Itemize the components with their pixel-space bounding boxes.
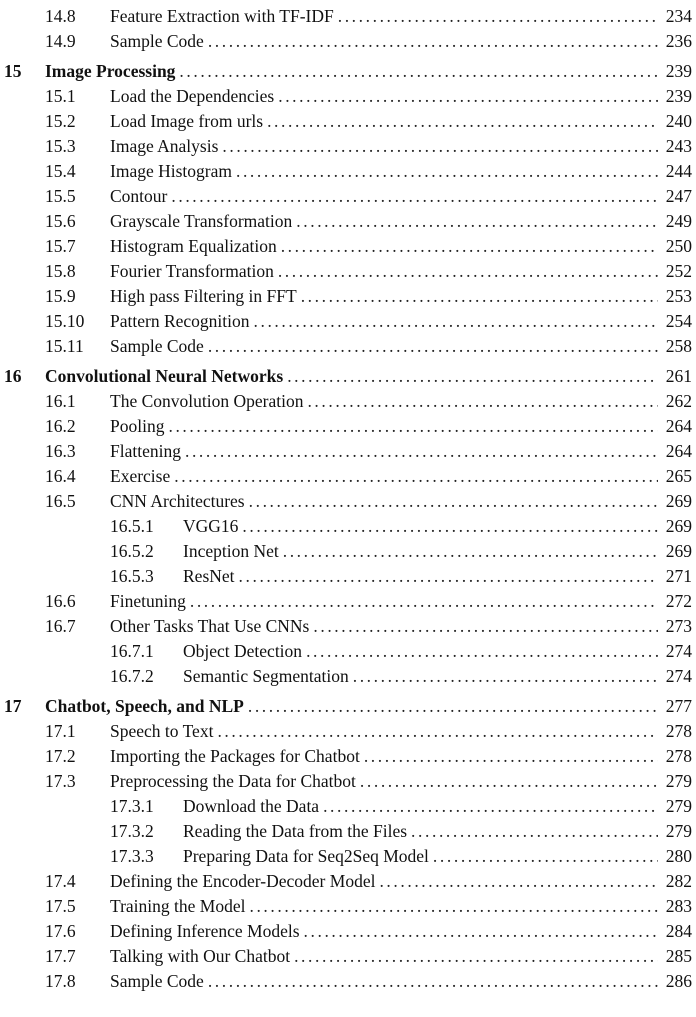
entry-number: 15.2 bbox=[45, 111, 76, 131]
entry-title: Histogram Equalization bbox=[110, 236, 277, 256]
dot-leader bbox=[294, 944, 658, 969]
page-number: 264 bbox=[665, 416, 692, 436]
toc-entry[interactable] bbox=[0, 184, 696, 209]
dot-leader bbox=[168, 414, 658, 439]
dot-leader bbox=[174, 464, 658, 489]
page-number: 252 bbox=[665, 261, 692, 281]
page-number: 286 bbox=[665, 971, 692, 991]
entry-number: 14.9 bbox=[45, 31, 76, 51]
dot-leader bbox=[208, 29, 658, 54]
entry-number: 17.4 bbox=[45, 871, 76, 891]
subentry-title: Download the Data bbox=[183, 796, 320, 816]
page-number: 262 bbox=[665, 391, 692, 411]
toc-entry[interactable] bbox=[0, 29, 696, 54]
entry-title: Speech to Text bbox=[110, 721, 214, 741]
toc-subentry[interactable] bbox=[0, 564, 696, 589]
toc-entry[interactable] bbox=[0, 944, 696, 969]
entry-number: 16.2 bbox=[45, 416, 76, 436]
entry-number: 17.2 bbox=[45, 746, 76, 766]
toc-entry[interactable] bbox=[0, 389, 696, 414]
toc-entry[interactable] bbox=[0, 769, 696, 794]
dot-leader bbox=[296, 209, 658, 234]
entry-number: 17.6 bbox=[45, 921, 76, 941]
table-of-contents bbox=[0, 4, 696, 994]
entry-number: 17.7 bbox=[45, 946, 76, 966]
entry-title: Pooling bbox=[110, 416, 165, 436]
dot-leader bbox=[267, 109, 658, 134]
dot-leader bbox=[306, 639, 658, 664]
entry-number: 15.10 bbox=[45, 311, 85, 331]
chapter-title: Chatbot, Speech, and NLP bbox=[45, 696, 244, 716]
page-number: 274 bbox=[665, 666, 692, 686]
entry-number: 15.1 bbox=[45, 86, 76, 106]
chapter-title: Convolutional Neural Networks bbox=[45, 366, 284, 386]
entry-number: 15.7 bbox=[45, 236, 76, 256]
page-number: 265 bbox=[665, 466, 692, 486]
dot-leader bbox=[287, 364, 658, 389]
entry-number: 16.6 bbox=[45, 591, 76, 611]
toc-chapter[interactable] bbox=[0, 59, 696, 84]
toc-subentry[interactable] bbox=[0, 664, 696, 689]
toc-chapter[interactable] bbox=[0, 694, 696, 719]
page-number: 279 bbox=[665, 821, 692, 841]
toc-entry[interactable] bbox=[0, 84, 696, 109]
entry-number: 16.4 bbox=[45, 466, 76, 486]
entry-title: Contour bbox=[110, 186, 168, 206]
entry-number: 14.8 bbox=[45, 6, 76, 26]
dot-leader bbox=[190, 589, 658, 614]
toc-entry[interactable] bbox=[0, 309, 696, 334]
toc-subentry[interactable] bbox=[0, 819, 696, 844]
dot-leader bbox=[411, 819, 658, 844]
entry-title: Feature Extraction with TF-IDF bbox=[110, 6, 334, 26]
entry-number: 17.5 bbox=[45, 896, 76, 916]
page-number: 244 bbox=[665, 161, 692, 181]
page-number: 277 bbox=[665, 696, 692, 716]
dot-leader bbox=[433, 844, 658, 869]
entry-title: Finetuning bbox=[110, 591, 186, 611]
dot-leader bbox=[208, 334, 658, 359]
entry-title: Pattern Recognition bbox=[110, 311, 250, 331]
entry-title: Load Image from urls bbox=[110, 111, 264, 131]
dot-leader bbox=[313, 614, 658, 639]
page-number: 283 bbox=[665, 896, 692, 916]
dot-leader bbox=[301, 284, 658, 309]
dot-leader bbox=[254, 309, 659, 334]
subentry-title: VGG16 bbox=[183, 516, 239, 536]
entry-title: Sample Code bbox=[110, 971, 204, 991]
entry-number: 15.8 bbox=[45, 261, 76, 281]
dot-leader bbox=[249, 489, 658, 514]
entry-title: Training the Model bbox=[110, 896, 246, 916]
entry-title: The Convolution Operation bbox=[110, 391, 304, 411]
toc-entry[interactable] bbox=[0, 489, 696, 514]
entry-number: 15.3 bbox=[45, 136, 76, 156]
entry-number: 16.3 bbox=[45, 441, 76, 461]
page-number: 254 bbox=[665, 311, 692, 331]
page-number: 284 bbox=[665, 921, 692, 941]
toc-entry[interactable] bbox=[0, 109, 696, 134]
dot-leader bbox=[278, 84, 658, 109]
dot-leader bbox=[217, 719, 658, 744]
toc-subentry[interactable] bbox=[0, 514, 696, 539]
page-number: 234 bbox=[665, 6, 692, 26]
entry-title: Sample Code bbox=[110, 336, 204, 356]
dot-leader bbox=[248, 694, 658, 719]
toc-entry[interactable] bbox=[0, 464, 696, 489]
dot-leader bbox=[236, 159, 658, 184]
entry-number: 16.7 bbox=[45, 616, 76, 636]
subentry-number: 16.7.2 bbox=[110, 666, 154, 686]
dot-leader bbox=[171, 184, 658, 209]
toc-entry[interactable] bbox=[0, 284, 696, 309]
toc-entry[interactable] bbox=[0, 719, 696, 744]
entry-number: 17.3 bbox=[45, 771, 76, 791]
page-number: 278 bbox=[665, 721, 692, 741]
dot-leader bbox=[323, 794, 658, 819]
entry-number: 15.11 bbox=[45, 336, 84, 356]
toc-entry[interactable] bbox=[0, 894, 696, 919]
page-number: 282 bbox=[665, 871, 692, 891]
entry-title: Defining Inference Models bbox=[110, 921, 300, 941]
toc-entry[interactable] bbox=[0, 919, 696, 944]
toc-entry[interactable] bbox=[0, 209, 696, 234]
dot-leader bbox=[283, 539, 658, 564]
entry-title: Sample Code bbox=[110, 31, 204, 51]
entry-title: CNN Architectures bbox=[110, 491, 245, 511]
entry-title: Other Tasks That Use CNNs bbox=[110, 616, 310, 636]
page-number: 278 bbox=[665, 746, 692, 766]
dot-leader bbox=[239, 564, 658, 589]
toc-entry[interactable] bbox=[0, 4, 696, 29]
page-number: 269 bbox=[665, 491, 692, 511]
page-number: 249 bbox=[665, 211, 692, 231]
page-number: 269 bbox=[665, 541, 692, 561]
toc-entry[interactable] bbox=[0, 159, 696, 184]
page-number: 253 bbox=[665, 286, 692, 306]
page-number: 269 bbox=[665, 516, 692, 536]
page-number: 239 bbox=[665, 86, 692, 106]
subentry-number: 16.7.1 bbox=[110, 641, 154, 661]
entry-title: Defining the Encoder-Decoder Model bbox=[110, 871, 376, 891]
page-number: 236 bbox=[665, 31, 692, 51]
entry-title: Image Analysis bbox=[110, 136, 219, 156]
page-number: 258 bbox=[665, 336, 692, 356]
entry-number: 15.4 bbox=[45, 161, 76, 181]
entry-title: Talking with Our Chatbot bbox=[110, 946, 291, 966]
entry-title: High pass Filtering in FFT bbox=[110, 286, 297, 306]
chapter-title: Image Processing bbox=[45, 61, 176, 81]
entry-title: Importing the Packages for Chatbot bbox=[110, 746, 360, 766]
subentry-title: Inception Net bbox=[183, 541, 279, 561]
page-number: 279 bbox=[665, 796, 692, 816]
page-number: 285 bbox=[665, 946, 692, 966]
dot-leader bbox=[281, 234, 658, 259]
entry-number: 15.9 bbox=[45, 286, 76, 306]
chapter-number: 17 bbox=[4, 696, 22, 716]
page-number: 243 bbox=[665, 136, 692, 156]
entry-number: 15.5 bbox=[45, 186, 76, 206]
entry-title: Preprocessing the Data for Chatbot bbox=[110, 771, 356, 791]
entry-title: Fourier Transformation bbox=[110, 261, 274, 281]
entry-number: 17.8 bbox=[45, 971, 76, 991]
dot-leader bbox=[379, 869, 658, 894]
page-number: 261 bbox=[665, 366, 692, 386]
subentry-title: Object Detection bbox=[183, 641, 303, 661]
entry-number: 17.1 bbox=[45, 721, 76, 741]
toc-entry[interactable] bbox=[0, 259, 696, 284]
entry-number: 16.5 bbox=[45, 491, 76, 511]
dot-leader bbox=[353, 664, 658, 689]
entry-title: Grayscale Transformation bbox=[110, 211, 293, 231]
dot-leader bbox=[222, 134, 658, 159]
page-number: 280 bbox=[665, 846, 692, 866]
dot-leader bbox=[278, 259, 658, 284]
dot-leader bbox=[208, 969, 658, 994]
entry-number: 15.6 bbox=[45, 211, 76, 231]
page-number: 250 bbox=[665, 236, 692, 256]
subentry-number: 17.3.3 bbox=[110, 846, 154, 866]
entry-title: Flattening bbox=[110, 441, 181, 461]
entry-number: 16.1 bbox=[45, 391, 76, 411]
dot-leader bbox=[185, 439, 658, 464]
subentry-number: 17.3.2 bbox=[110, 821, 154, 841]
toc-subentry[interactable] bbox=[0, 794, 696, 819]
toc-entry[interactable] bbox=[0, 334, 696, 359]
dot-leader bbox=[304, 919, 658, 944]
chapter-number: 16 bbox=[4, 366, 22, 386]
page-number: 264 bbox=[665, 441, 692, 461]
toc-entry[interactable] bbox=[0, 744, 696, 769]
page-number: 274 bbox=[665, 641, 692, 661]
dot-leader bbox=[364, 744, 658, 769]
page-number: 239 bbox=[665, 61, 692, 81]
toc-subentry[interactable] bbox=[0, 539, 696, 564]
dot-leader bbox=[179, 59, 658, 84]
toc-entry[interactable] bbox=[0, 234, 696, 259]
toc-entry[interactable] bbox=[0, 134, 696, 159]
subentry-title: Reading the Data from the Files bbox=[183, 821, 408, 841]
toc-chapter[interactable] bbox=[0, 364, 696, 389]
dot-leader bbox=[249, 894, 658, 919]
entry-title: Exercise bbox=[110, 466, 171, 486]
subentry-number: 16.5.3 bbox=[110, 566, 154, 586]
toc-subentry[interactable] bbox=[0, 639, 696, 664]
toc-entry[interactable] bbox=[0, 589, 696, 614]
toc-subentry[interactable] bbox=[0, 844, 696, 869]
dot-leader bbox=[307, 389, 658, 414]
entry-title: Image Histogram bbox=[110, 161, 232, 181]
dot-leader bbox=[338, 4, 658, 29]
toc-entry[interactable] bbox=[0, 414, 696, 439]
subentry-title: Semantic Segmentation bbox=[183, 666, 349, 686]
toc-entry[interactable] bbox=[0, 969, 696, 994]
entry-title: Load the Dependencies bbox=[110, 86, 275, 106]
page-number: 272 bbox=[665, 591, 692, 611]
subentry-title: ResNet bbox=[183, 566, 235, 586]
page-number: 273 bbox=[665, 616, 692, 636]
page-number: 271 bbox=[665, 566, 692, 586]
chapter-number: 15 bbox=[4, 61, 22, 81]
subentry-number: 16.5.2 bbox=[110, 541, 154, 561]
subentry-title: Preparing Data for Seq2Seq Model bbox=[183, 846, 429, 866]
dot-leader bbox=[360, 769, 658, 794]
toc-entry[interactable] bbox=[0, 614, 696, 639]
page-number: 240 bbox=[665, 111, 692, 131]
toc-entry[interactable] bbox=[0, 439, 696, 464]
subentry-number: 17.3.1 bbox=[110, 796, 154, 816]
subentry-number: 16.5.1 bbox=[110, 516, 154, 536]
dot-leader bbox=[242, 514, 658, 539]
page-number: 279 bbox=[665, 771, 692, 791]
page-number: 247 bbox=[665, 186, 692, 206]
toc-entry[interactable] bbox=[0, 869, 696, 894]
